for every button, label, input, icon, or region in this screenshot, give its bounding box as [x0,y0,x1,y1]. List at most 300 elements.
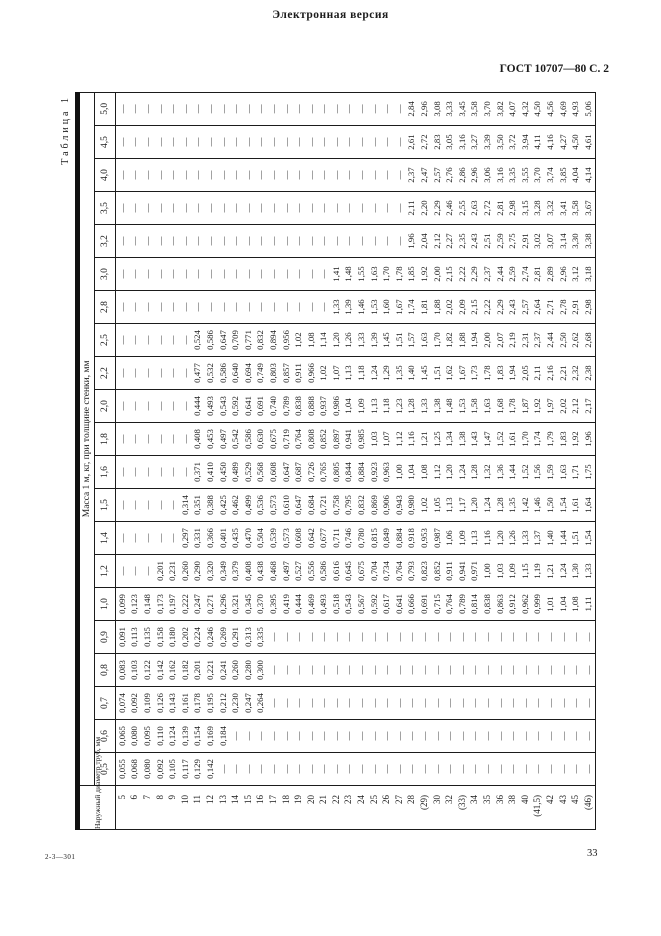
mass-cell: 2,29 [494,291,507,324]
mass-cell: — [141,357,154,390]
mass-cell: — [431,687,444,720]
diameter-label: 14 [230,795,241,804]
mass-cell: 0,838 [292,390,305,423]
mass-cell: — [179,357,192,390]
mass-cell: — [456,654,469,687]
mass-cell: — [431,753,444,786]
mass-cell: 1,00 [393,456,406,489]
mass-cell: — [318,720,331,753]
mass-cell: — [141,390,154,423]
mass-cell: — [443,687,456,720]
mass-cell: 0,823 [418,555,431,588]
mass-cell: 1,24 [557,555,570,588]
mass-cell: 0,863 [494,588,507,621]
mass-cell: 1,14 [318,324,331,357]
mass-cell: 3,94 [519,126,532,159]
mass-cell: 1,63 [418,324,431,357]
diameter-label: 32 [444,795,455,804]
mass-cell: — [204,291,217,324]
mass-cell: — [469,753,482,786]
mass-cell: — [532,621,545,654]
mass-cell: 0,795 [343,489,356,522]
mass-cell: — [166,357,179,390]
table-caption: Таблица 1 [60,95,71,165]
mass-cell: 1,92 [532,390,545,423]
mass-cell: — [456,720,469,753]
mass-cell: — [355,126,368,159]
mass-cell: — [519,753,532,786]
mass-cell: — [544,720,557,753]
mass-cell: 0,241 [217,654,230,687]
mass-cell: 1,61 [506,423,519,456]
mass-cell: 0,980 [406,489,419,522]
mass-cell: 0,645 [343,555,356,588]
mass-cell: 1,43 [469,423,482,456]
mass-cell: — [267,126,280,159]
thickness-header-cell: 1,6 [95,456,116,489]
mass-cell: 0,122 [141,654,154,687]
mass-cell: 0,691 [418,588,431,621]
mass-cell: — [532,654,545,687]
mass-cell: 2,64 [532,291,545,324]
mass-cell: 2,91 [519,225,532,258]
mass-cell: — [481,753,494,786]
mass-cell: 1,04 [343,390,356,423]
mass-cell: 0,943 [393,489,406,522]
mass-cell: — [368,654,381,687]
mass-cell: 1,79 [544,423,557,456]
mass-cell: 0,370 [255,588,268,621]
mass-cell: 0,099 [116,588,129,621]
mass-cell: 0,838 [481,588,494,621]
table-row [380,92,393,829]
mass-cell: 3,30 [569,225,582,258]
mass-cell: — [116,92,129,125]
mass-cell: — [305,621,318,654]
mass-cell: 0,852 [431,555,444,588]
mass-cell: 0,808 [305,423,318,456]
mass-cell: 0,335 [255,621,268,654]
mass-cell: — [179,291,192,324]
mass-cell: — [305,126,318,159]
mass-cell: 1,78 [481,357,494,390]
mass-cell: — [280,159,293,192]
mass-cell: — [292,654,305,687]
mass-cell: 0,764 [393,555,406,588]
mass-cell: — [318,291,331,324]
thickness-header-cell: 0,5 [95,753,116,786]
mass-cell: 3,27 [469,126,482,159]
mass-cell: 1,59 [544,456,557,489]
mass-cell: 0,536 [255,489,268,522]
mass-cell: 0,726 [305,456,318,489]
mass-cell: 2,91 [569,291,582,324]
table-row [582,92,595,829]
mass-cell: 1,35 [506,489,519,522]
mass-cell: 1,26 [343,324,356,357]
mass-cell: 0,444 [192,390,205,423]
mass-cell: — [330,654,343,687]
mass-cell: 0,493 [318,588,331,621]
mass-cell: — [481,621,494,654]
mass-cell: — [129,423,142,456]
mass-cell: 3,35 [506,159,519,192]
mass-cell: 0,129 [192,753,205,786]
diameter-label: 25 [368,795,379,804]
mass-cell: 0,953 [418,522,431,555]
mass-cell: — [217,159,230,192]
mass-cell: 1,36 [494,456,507,489]
mass-cell: 1,13 [368,390,381,423]
mass-cell: — [217,126,230,159]
mass-cell: — [154,324,167,357]
mass-cell: 1,08 [305,324,318,357]
mass-cell: — [355,621,368,654]
mass-cell: 0,142 [154,654,167,687]
mass-cell: 0,740 [267,390,280,423]
mass-cell: — [166,522,179,555]
mass-cell: — [280,687,293,720]
mass-cell: 0,524 [192,324,205,357]
mass-cell: — [393,753,406,786]
mass-cell: 0,888 [305,390,318,423]
mass-cell: — [406,654,419,687]
mass-cell: 0,124 [166,720,179,753]
table-row [544,92,557,829]
mass-cell: 0,764 [292,423,305,456]
mass-cell: — [456,687,469,720]
mass-cell: — [368,621,381,654]
mass-cell: 1,61 [569,489,582,522]
mass-cell: 2,04 [418,225,431,258]
table-row [255,92,268,829]
mass-cell: 0,687 [292,456,305,489]
mass-cell: 1,78 [393,258,406,291]
mass-cell: — [506,753,519,786]
mass-cell: — [141,522,154,555]
mass-cell: — [255,92,268,125]
mass-cell: 1,41 [330,258,343,291]
mass-cell: — [380,621,393,654]
mass-cell: — [192,92,205,125]
mass-cell: 1,45 [418,357,431,390]
mass-cell: 1,44 [506,456,519,489]
mass-cell: 1,07 [330,357,343,390]
table-row [129,92,142,829]
mass-cell: — [469,654,482,687]
mass-cell: — [393,720,406,753]
mass-cell: — [305,720,318,753]
mass-cell: 1,58 [469,390,482,423]
mass-cell: 0,884 [393,522,406,555]
mass-cell: — [229,159,242,192]
mass-cell: 0,987 [431,522,444,555]
mass-cell: 4,69 [557,92,570,125]
mass-cell: — [393,621,406,654]
mass-cell: 0,616 [330,555,343,588]
mass-cell: — [355,92,368,125]
table-row [355,92,368,829]
mass-cell: — [204,225,217,258]
mass-cell: — [267,159,280,192]
thickness-header-cell: 5,0 [95,92,116,125]
mass-cell: 1,60 [380,291,393,324]
mass-cell: 1,51 [393,324,406,357]
mass-cell: — [242,720,255,753]
mass-cell: — [255,291,268,324]
mass-cell: — [519,720,532,753]
mass-cell: — [368,720,381,753]
mass-cell: 4,16 [544,126,557,159]
mass-cell: — [255,192,268,225]
thickness-header-cell: 3,2 [95,225,116,258]
mass-cell: 1,23 [393,390,406,423]
mass-cell: — [418,621,431,654]
mass-cell: 0,641 [242,390,255,423]
mass-cell: 1,18 [380,390,393,423]
mass-cell: 1,32 [481,456,494,489]
mass-cell: — [469,621,482,654]
mass-cell: 1,47 [481,423,494,456]
mass-cell: 1,12 [431,456,444,489]
mass-cell: — [267,225,280,258]
table-row [204,92,217,829]
mass-cell: — [129,92,142,125]
mass-cell: 1,70 [519,423,532,456]
mass-cell: 1,40 [406,357,419,390]
mass-cell: 0,489 [229,456,242,489]
mass-cell: — [280,621,293,654]
mass-cell: 0,884 [355,456,368,489]
diameter-label: 27 [393,795,404,804]
mass-cell: 0,148 [141,588,154,621]
diameter-label: 34 [469,795,480,804]
mass-cell: 2,44 [494,258,507,291]
mass-cell: 0,941 [456,555,469,588]
mass-cell: 0,109 [141,687,154,720]
mass-cell: 0,758 [330,489,343,522]
mass-cell: — [141,489,154,522]
page-number: 33 [587,848,598,859]
mass-cell: — [569,654,582,687]
mass-cell: 1,19 [532,555,545,588]
mass-cell: 0,264 [255,687,268,720]
mass-cell: 2,16 [544,357,557,390]
mass-cell: — [506,720,519,753]
mass-cell: 2,31 [519,324,532,357]
mass-cell: 0,719 [280,423,293,456]
mass-cell: — [154,126,167,159]
span-header-cell: Масса 1 м, кг, при толщине стенки, мм [78,92,95,785]
mass-cell: — [431,621,444,654]
mass-cell: 1,39 [343,291,356,324]
mass-cell: — [292,753,305,786]
mass-cell: — [116,126,129,159]
mass-cell: — [217,258,230,291]
page-header-title: Электронная версия [272,9,389,21]
mass-cell: — [443,654,456,687]
mass-cell: 1,08 [418,456,431,489]
mass-cell: — [368,192,381,225]
mass-cell: 1,53 [368,291,381,324]
mass-cell: 4,56 [544,92,557,125]
mass-cell: 0,647 [280,456,293,489]
mass-cell: 1,92 [418,258,431,291]
mass-cell: — [116,192,129,225]
mass-cell: — [141,291,154,324]
mass-cell: — [116,159,129,192]
mass-cell: — [305,92,318,125]
mass-cell: — [116,456,129,489]
mass-cell: 0,296 [217,588,230,621]
mass-cell: 1,40 [544,522,557,555]
mass-cell: 0,271 [204,588,217,621]
mass-cell: 3,70 [532,159,545,192]
mass-cell: — [129,159,142,192]
mass-cell: 0,542 [229,423,242,456]
mass-cell: — [544,687,557,720]
mass-cell: — [431,654,444,687]
mass-cell: 0,586 [242,423,255,456]
mass-cell: — [406,753,419,786]
mass-cell: 2,55 [456,192,469,225]
thickness-header-cell: 2,0 [95,390,116,423]
mass-cell: — [355,225,368,258]
mass-cell: — [255,753,268,786]
mass-cell: 0,746 [343,522,356,555]
thickness-header-cell: 1,0 [95,588,116,621]
mass-cell: — [267,687,280,720]
mass-cell: 1,24 [368,357,381,390]
table-row [481,92,494,829]
mass-cell: — [330,225,343,258]
mass-cell: — [280,192,293,225]
mass-cell: 2,59 [494,225,507,258]
mass-cell: 1,52 [519,456,532,489]
table-row [116,92,129,829]
header-row-span [78,92,95,829]
mass-cell: — [166,225,179,258]
print-code: 2-3—301 [45,853,76,861]
mass-cell: 0,313 [242,621,255,654]
mass-cell: 0,894 [267,324,280,357]
mass-cell: 0,675 [267,423,280,456]
mass-cell: 0,568 [255,456,268,489]
mass-cell: — [242,225,255,258]
mass-cell: — [166,324,179,357]
mass-cell: 0,852 [318,423,331,456]
mass-cell: — [129,522,142,555]
mass-cell: — [141,324,154,357]
mass-cell: 2,44 [544,324,557,357]
mass-cell: 0,499 [242,489,255,522]
mass-cell: 0,956 [280,324,293,357]
mass-cell: — [242,258,255,291]
diameter-label: 23 [343,795,354,804]
mass-cell: — [406,621,419,654]
mass-cell: — [217,291,230,324]
mass-cell: 2,98 [506,192,519,225]
mass-cell: — [192,159,205,192]
mass-cell: 0,941 [343,423,356,456]
mass-cell: 1,24 [481,489,494,522]
mass-cell: — [368,92,381,125]
mass-cell: 1,50 [544,489,557,522]
mass-cell: 4,07 [506,92,519,125]
mass-cell: — [255,720,268,753]
mass-cell: 1,03 [494,555,507,588]
mass-cell: 3,12 [569,258,582,291]
table-row [343,92,356,829]
mass-cell: — [280,258,293,291]
mass-cell: — [280,720,293,753]
mass-cell: 2,19 [506,324,519,357]
mass-cell: — [355,720,368,753]
mass-cell: 0,640 [229,357,242,390]
mass-cell: 0,721 [318,489,331,522]
mass-cell: — [380,92,393,125]
mass-cell: 1,20 [469,489,482,522]
mass-cell: — [292,258,305,291]
mass-cell: 0,162 [166,654,179,687]
table-row [406,92,419,829]
mass-cell: — [330,753,343,786]
mass-cell: — [393,159,406,192]
mass-cell: 0,055 [116,753,129,786]
mass-cell: — [166,92,179,125]
mass-cell: 0,911 [443,555,456,588]
mass-cell: — [569,720,582,753]
mass-cell: 2,59 [506,258,519,291]
mass-cell: 1,67 [393,291,406,324]
table-row [292,92,305,829]
mass-cell: 1,00 [481,555,494,588]
mass-cell: — [368,687,381,720]
diameter-label: 30 [431,795,442,804]
mass-cell: 1,01 [544,588,557,621]
thickness-header-cell: 0,8 [95,654,116,687]
mass-cell: 0,857 [280,357,293,390]
mass-cell: — [343,687,356,720]
mass-cell: 0,126 [154,687,167,720]
mass-cell: — [305,258,318,291]
mass-cell: 0,371 [192,456,205,489]
mass-cell: 2,46 [443,192,456,225]
diameter-label: 5 [116,795,127,800]
mass-cell: 1,07 [380,423,393,456]
mass-cell: 0,110 [154,720,167,753]
mass-cell: 1,54 [582,522,595,555]
table-row [418,92,431,829]
mass-cell: 0,410 [204,456,217,489]
mass-cell: — [192,192,205,225]
mass-cell: 2,37 [481,258,494,291]
mass-cell: 1,37 [532,522,545,555]
mass-cell: 0,197 [166,588,179,621]
diameter-label: 40 [519,795,530,804]
mass-cell: — [418,720,431,753]
mass-cell: — [229,126,242,159]
mass-cell: 0,814 [469,588,482,621]
mass-cell: 0,543 [217,390,230,423]
mass-cell: — [166,159,179,192]
mass-cell: — [582,753,595,786]
mass-cell: — [368,159,381,192]
rotated-table-container [60,93,600,830]
mass-cell: 0,300 [255,654,268,687]
mass-cell: — [292,720,305,753]
mass-cell: 0,453 [204,423,217,456]
